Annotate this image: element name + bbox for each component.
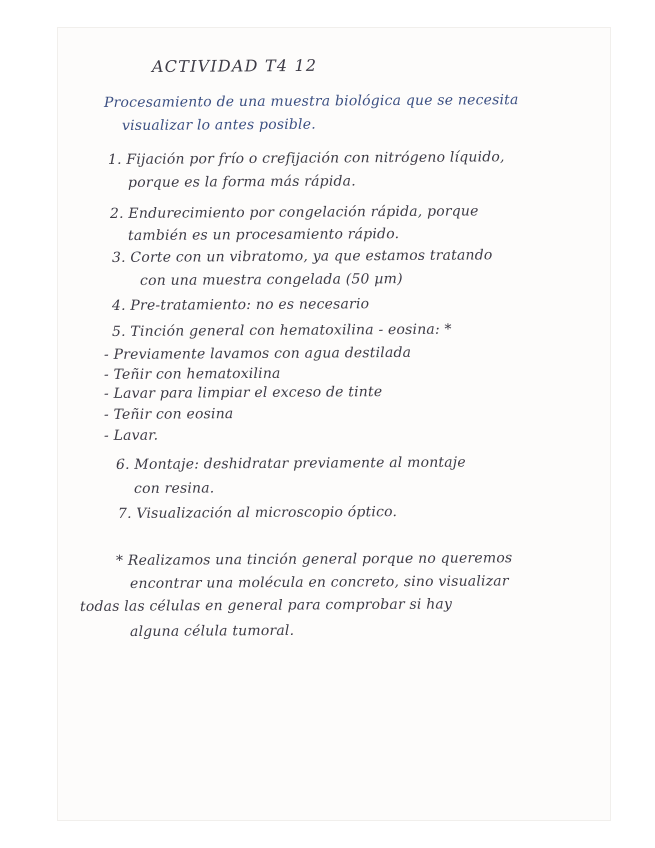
note-line-2: encontrar una molécula en concreto, sino visualizar <box>129 573 509 592</box>
substep-rinse: - Previamente lavamos con agua destilada <box>103 344 412 363</box>
page-title: ACTIVIDAD T4 12 <box>151 55 318 76</box>
substep-hematoxylin: - Teñir con hematoxilina <box>103 365 281 383</box>
step-6-line-1: 6. Montaje: deshidratar previamente al montaje <box>115 454 466 473</box>
step-4: 4. Pre-tratamiento: no es necesario <box>111 296 370 314</box>
step-3-line-2: con una muestra congelada (50 µm) <box>139 271 403 289</box>
step-5: 5. Tinción general con hematoxilina - eosina: * <box>111 321 452 340</box>
step-1-line-2: porque es la forma más rápida. <box>127 173 356 191</box>
note-line-1: * Realizamos una tinción general porque no queremos <box>115 550 513 569</box>
step-2-line-1: 2. Endurecimiento por congelación rápida, porque <box>109 203 479 222</box>
note-line-3: todas las células en general para comprobar si hay <box>79 596 453 615</box>
step-1-line-1: 1. Fijación por frío o crefijación con nitrógeno líquido, <box>107 149 505 168</box>
substep-wash: - Lavar. <box>103 427 159 444</box>
step-3-line-1: 3. Corte con un vibratomo, ya que estamos tratando <box>111 247 493 266</box>
intro-line-1: Procesamiento de una muestra biológica que se necesita <box>103 92 519 111</box>
notebook-page <box>58 28 610 820</box>
step-6-line-2: con resina. <box>133 480 215 497</box>
intro-line-2: visualizar lo antes posible. <box>121 116 316 134</box>
substep-wash-excess: - Lavar para limpiar el exceso de tinte <box>103 384 383 402</box>
step-7: 7. Visualización al microscopio óptico. <box>117 504 398 522</box>
substep-eosin: - Teñir con eosina <box>103 406 234 423</box>
note-line-4: alguna célula tumoral. <box>129 622 295 640</box>
step-2-line-2: también es un procesamiento rápido. <box>127 226 400 244</box>
